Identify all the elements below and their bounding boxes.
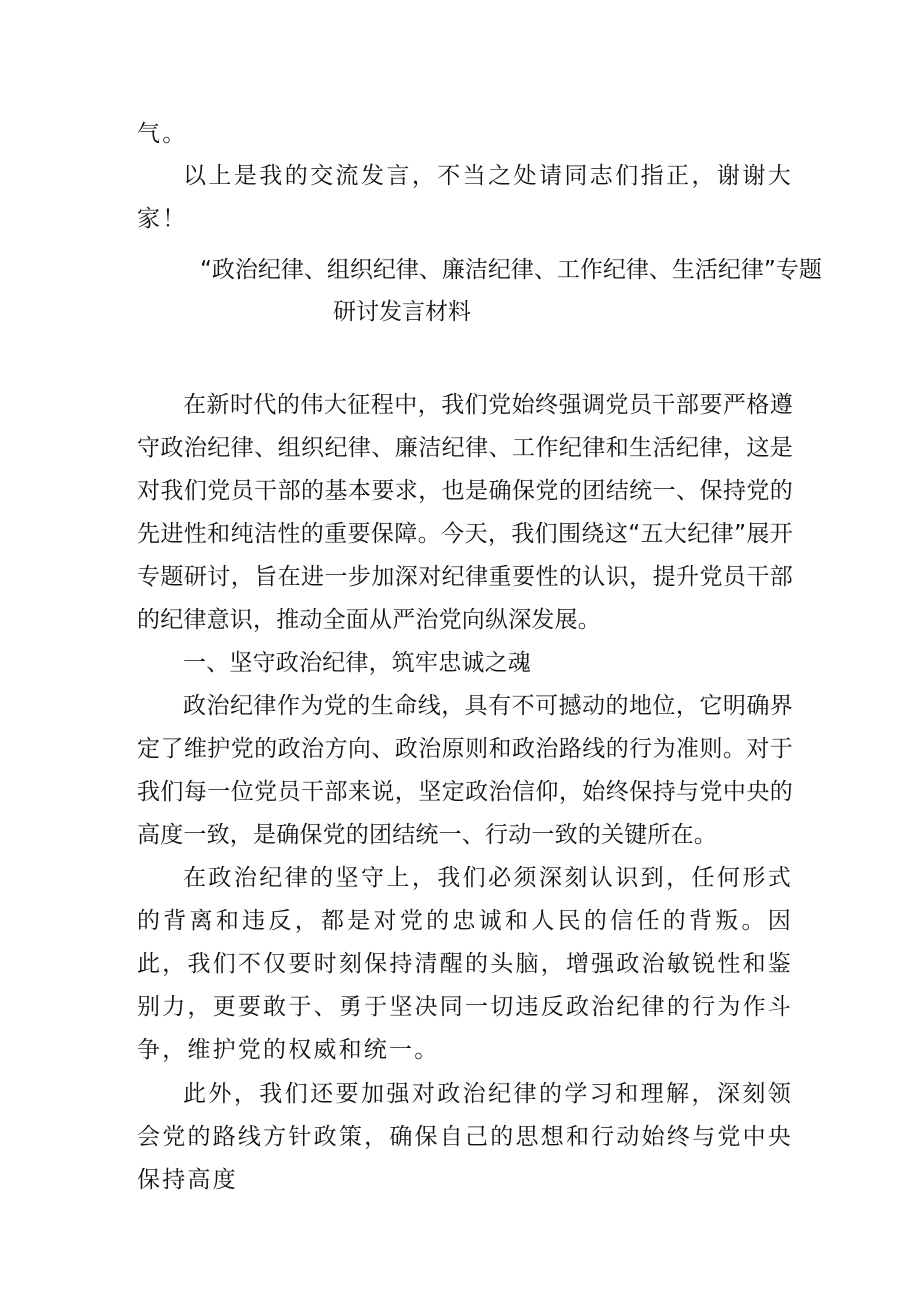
paragraph-study: 此外，我们还要加强对政治纪律的学习和理解，深刻领会党的路线方针政策，确保自己的思想和行动始终与党中央保持高度 — [137, 1081, 793, 1193]
closing-remark: 以上是我的交流发言，不当之处请同志们指正，谢谢大家！ — [137, 163, 793, 232]
intro-paragraph: 在新时代的伟大征程中，我们党始终强调党员干部要严格遵守政治纪律、组织纪律、廉洁纪律、工作纪律和生活纪律，这是对我们党员干部的基本要求，也是确保党的团结统一、保持党的先进性和纯洁性的重要保障。今天，我们围绕这“五大纪律”展开专题研讨，旨在进一步加深对纪律重要性的认识，提升党员干部的纪律意识，推动全面从严治党向纵深发展。 — [137, 392, 793, 633]
section-heading-1: 一、坚守政治纪律，筑牢忠诚之魂 — [183, 650, 531, 676]
paragraph-adherence: 在政治纪律的坚守上，我们必须深刻认识到，任何形式的背离和违反，都是对党的忠诚和人民的信任的背叛。因此，我们不仅要时刻保持清醒的头脑，增强政治敏锐性和鉴别力，更要敢于、勇于坚决同一切违反政治纪律的行为作斗争，维护党的权威和统一。 — [137, 865, 793, 1063]
continuation-line: 气。 — [137, 121, 188, 147]
document-title-line-1: “政治纪律、组织纪律、廉洁纪律、工作纪律、生活纪律”专题 — [200, 257, 822, 283]
document-title-line-2: 研讨发言材料 — [333, 299, 471, 325]
paragraph-political-discipline: 政治纪律作为党的生命线，具有不可撼动的地位，它明确界定了维护党的政治方向、政治原则和政治路线的行为准则。对于我们每一位党员干部来说，坚定政治信仰，始终保持与党中央的高度一致，是确保党的团结统一、行动一致的关键所在。 — [137, 693, 793, 848]
